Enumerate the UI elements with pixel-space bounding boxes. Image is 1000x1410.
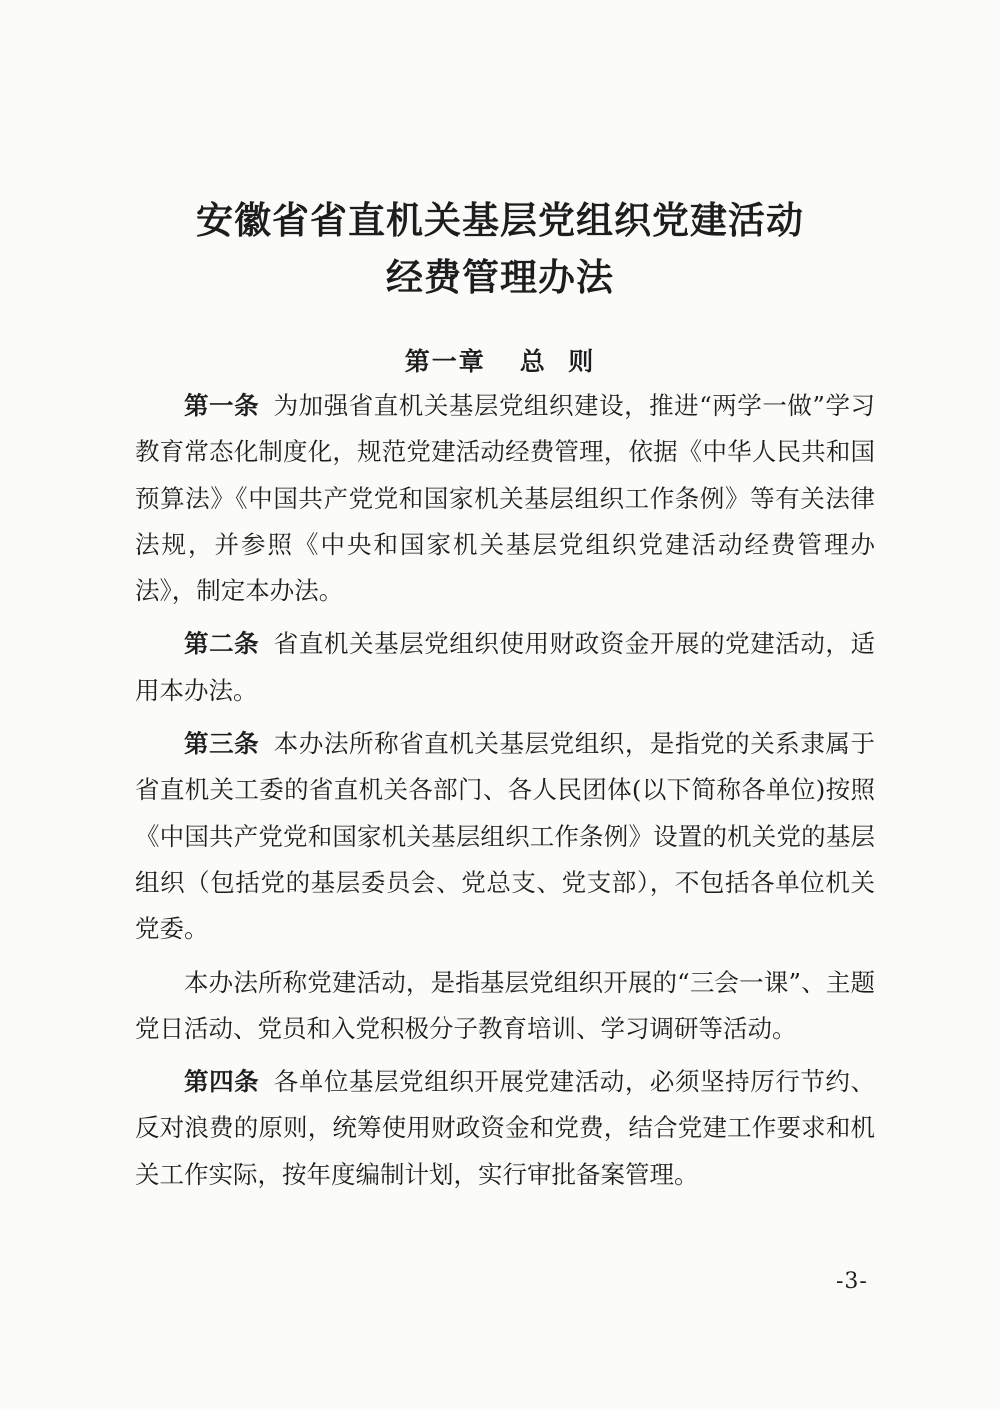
article-label: 第四条 [184, 1067, 260, 1097]
continuation-paragraph [135, 960, 875, 1053]
article-label: 第二条 [184, 629, 260, 659]
article-paragraph [135, 1059, 875, 1198]
article-text: 各单位基层党组织开展党建活动，必须坚持厉行节约、反对浪费的原则，统筹使用财政资金和党费，结合党建工作要求和机关工作实际，按年度编制计划，实行审批备案管理。 [135, 1067, 876, 1189]
chapter-name: 总 则 [519, 347, 596, 376]
article-label: 第一条 [184, 391, 260, 420]
chapter-heading [0, 342, 1000, 378]
page-number: -3- [836, 1269, 868, 1294]
chapter-number: 第一章 [404, 347, 486, 376]
article-text: 本办法所称省直机关基层党组织，是指党的关系隶属于省直机关工委的省直机关各部门、各人民团体(以下简称各单位)按照《中国共产党党和国家机关基层组织工作条例》设置的机关党的基层组织（包括党的基层委员会、党总支、党支部），不包括各单位机关党委。 [135, 729, 876, 944]
article-label: 第三条 [184, 729, 260, 759]
paragraph-text: 本办法所称党建活动，是指基层党组织开展的“三会一课”、主题党日活动、党员和入党积极分子教育培训、学习调研等活动。 [135, 967, 875, 1043]
document-body [135, 383, 875, 1205]
article-paragraph [135, 721, 875, 952]
article-text: 省直机关基层党组织使用财政资金开展的党建活动，适用本办法。 [135, 629, 876, 705]
article-paragraph [135, 383, 875, 614]
document-title-line1: 安徽省省直机关基层党组织党建活动 [196, 198, 804, 242]
article-text: 为加强省直机关基层党组织建设，推进“两学一做”学习教育常态化制度化，规范党建活动经费管理，依据《中华人民共和国预算法》《中国共产党党和国家机关基层组织工作条例》等有关法律法规，并参照《中央和国家机关基层党组织党建活动经费管理办法》，制定本办法。 [135, 391, 875, 606]
document-title-line2: 经费管理办法 [386, 255, 614, 299]
article-paragraph [135, 621, 875, 714]
